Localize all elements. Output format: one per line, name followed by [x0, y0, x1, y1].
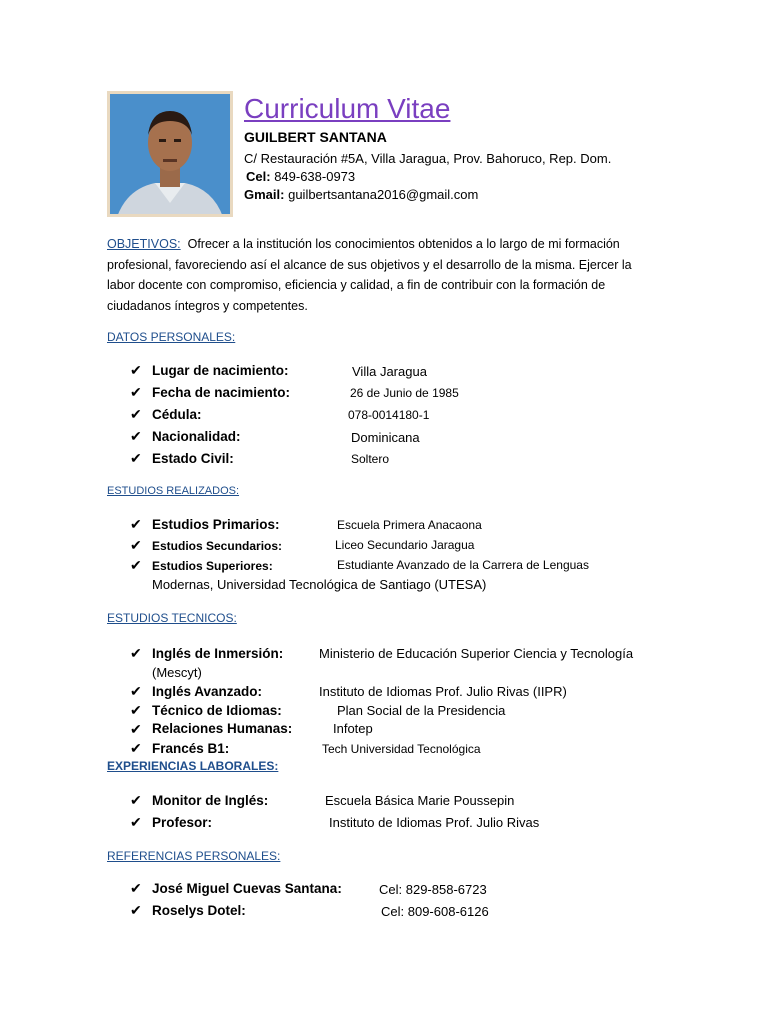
candidate-name: GUILBERT SANTANA — [244, 129, 387, 145]
section-heading-estudios-realizados: ESTUDIOS REALIZADOS: — [107, 485, 240, 497]
check-icon: ✔ — [130, 902, 142, 918]
item-label: Roselys Dotel: — [152, 903, 246, 918]
check-icon: ✔ — [130, 516, 142, 532]
address: C/ Restauración #5A, Villa Jaragua, Prov. Bahoruco, Rep. Dom. — [244, 151, 612, 166]
objectives-text: Ofrecer a la institución los conocimientos obtenidos a lo largo de mi formación profesional, favoreciendo así el alcance de sus objetivos y el desarrollo de la misma. Ejercer la labor docente con compromiso, eficiencia y calidad, a fin de contribuir con la formación de ciudadanos íntegros y competentes. — [107, 237, 632, 313]
item-label: Nacionalidad: — [152, 429, 241, 444]
objectives-paragraph — [107, 234, 647, 316]
item-value: Cel: 809-608-6126 — [381, 904, 489, 919]
item-value: Cel: 829-858-6723 — [379, 882, 487, 897]
item-value: Plan Social de la Presidencia — [337, 703, 506, 718]
section-heading-experiencias-laborales: EXPERIENCIAS LABORALES: — [107, 759, 279, 773]
item-value: Instituto de Idiomas Prof. Julio Rivas (IIPR) — [319, 684, 567, 699]
document-title: Curriculum Vitae — [244, 93, 451, 124]
item-label: Monitor de Inglés: — [152, 793, 269, 808]
item-value-continuation: Modernas, Universidad Tecnológica de Santiago (UTESA) — [152, 577, 487, 592]
item-label: Estudios Superiores: — [152, 559, 273, 573]
item-value: Infotep — [333, 721, 373, 736]
item-label: Estudios Secundarios: — [152, 539, 283, 553]
gmail-value: guilbertsantana2016@gmail.com — [288, 187, 479, 202]
check-icon: ✔ — [130, 740, 142, 756]
check-icon: ✔ — [130, 645, 142, 661]
item-label: Inglés de Inmersión: — [152, 646, 284, 661]
cel-label: Cel: — [246, 169, 271, 184]
item-label: Francés B1: — [152, 741, 230, 756]
check-icon: ✔ — [130, 384, 142, 400]
item-label: Técnico de Idiomas: — [152, 703, 282, 718]
item-label: Cédula: — [152, 407, 202, 422]
item-value: Villa Jaragua — [352, 364, 427, 379]
item-value: Dominicana — [351, 430, 420, 445]
item-value-continuation: (Mescyt) — [152, 665, 202, 680]
item-label: Estudios Primarios: — [152, 517, 280, 532]
item-label: Fecha de nacimiento: — [152, 385, 291, 400]
objectives-label: OBJETIVOS: — [107, 237, 181, 251]
check-icon: ✔ — [130, 450, 142, 466]
item-value: Tech Universidad Tecnológica — [322, 742, 481, 756]
item-label: Relaciones Humanas: — [152, 721, 293, 736]
item-value: 078-0014180-1 — [348, 408, 430, 422]
check-icon: ✔ — [130, 406, 142, 422]
check-icon: ✔ — [130, 362, 142, 378]
item-value: Escuela Básica Marie Poussepin — [325, 793, 515, 808]
cel-value: 849-638-0973 — [274, 169, 356, 184]
item-value: Ministerio de Educación Superior Ciencia y Tecnología — [319, 646, 634, 661]
check-icon: ✔ — [130, 792, 142, 808]
item-label: Inglés Avanzado: — [152, 684, 263, 699]
check-icon: ✔ — [130, 814, 142, 830]
check-icon: ✔ — [130, 683, 142, 699]
item-label: Estado Civil: — [152, 451, 234, 466]
gmail-label: Gmail: — [244, 187, 285, 202]
section-heading-datos-personales: DATOS PERSONALES: — [107, 330, 236, 344]
check-icon: ✔ — [130, 702, 142, 718]
profile-photo — [107, 91, 233, 217]
check-icon: ✔ — [130, 880, 142, 896]
check-icon: ✔ — [130, 537, 142, 553]
section-heading-referencias-personales: REFERENCIAS PERSONALES: — [107, 849, 281, 863]
item-value: Escuela Primera Anacaona — [337, 518, 482, 532]
check-icon: ✔ — [130, 721, 142, 737]
gmail-line — [244, 187, 478, 202]
item-value: Liceo Secundario Jaragua — [335, 538, 475, 552]
item-value: 26 de Junio de 1985 — [350, 386, 459, 400]
item-label: Lugar de nacimiento: — [152, 363, 289, 378]
item-label: José Miguel Cuevas Santana: — [152, 881, 342, 896]
item-value: Instituto de Idiomas Prof. Julio Rivas — [329, 815, 540, 830]
cel-line — [246, 169, 355, 184]
check-icon: ✔ — [130, 428, 142, 444]
section-heading-estudios-tecnicos: ESTUDIOS TECNICOS: — [107, 611, 237, 625]
item-value: Estudiante Avanzado de la Carrera de Lenguas — [337, 558, 589, 572]
item-value: Soltero — [351, 452, 390, 466]
item-label: Profesor: — [152, 815, 213, 830]
check-icon: ✔ — [130, 557, 142, 573]
